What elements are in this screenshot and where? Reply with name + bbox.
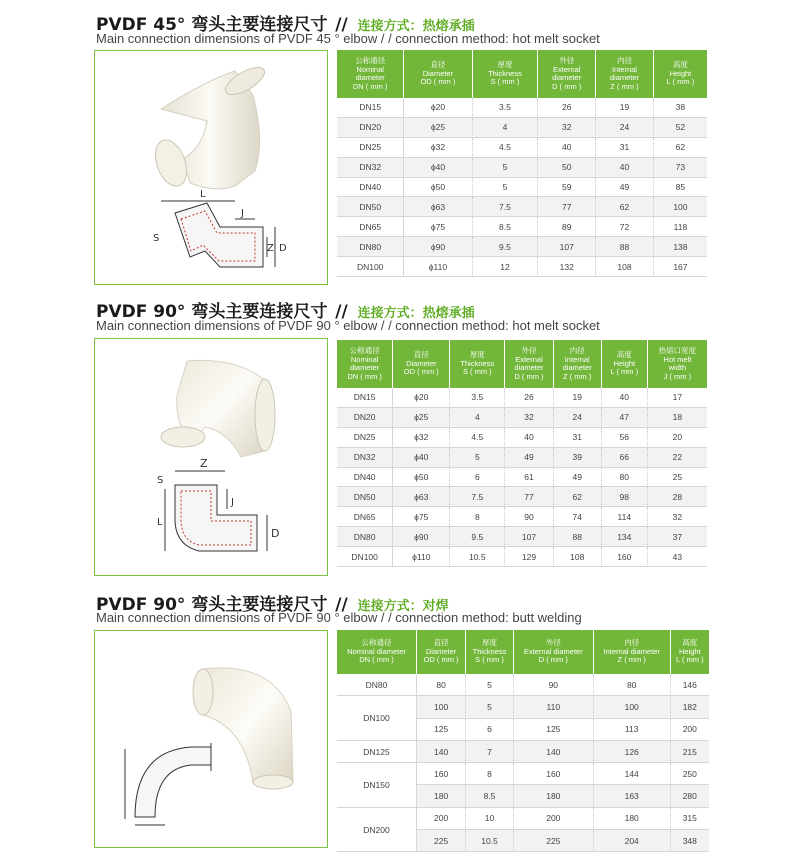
table-cell: 4.5 (450, 428, 505, 448)
column-header: 高度 Height L ( mm ) (602, 340, 648, 388)
table-cell: ϕ20 (393, 388, 450, 408)
title-connection: 连接方式：热熔承插 (357, 306, 475, 321)
table-cell: DN32 (337, 448, 393, 468)
table-cell: 113 (594, 719, 671, 741)
column-header: 厚度 Thickness S ( mm ) (466, 630, 514, 674)
table-cell: ϕ63 (393, 487, 450, 507)
table-cell: 110 (514, 696, 594, 718)
table-cell: 31 (596, 138, 654, 158)
table-cell: 74 (554, 507, 602, 527)
table-cell: DN50 (337, 197, 404, 217)
table-cell: 88 (596, 237, 654, 257)
table-cell: 25 (648, 468, 707, 488)
column-header: 外径 External diameter D ( mm ) (538, 50, 596, 98)
table-row (337, 98, 707, 118)
title-connection: 连接方式：对焊 (357, 599, 449, 614)
dim-S-label: S (157, 475, 164, 486)
table-cell: 49 (554, 468, 602, 488)
spec-table-90-socket (337, 340, 707, 567)
table-cell: ϕ90 (404, 237, 472, 257)
table-cell: 24 (596, 118, 654, 138)
table-row (337, 487, 707, 507)
table-cell: ϕ90 (393, 527, 450, 547)
table-cell: 80 (594, 674, 671, 696)
column-header: 外径 External diameter D ( mm ) (514, 630, 594, 674)
table-cell: 182 (671, 696, 709, 718)
table-cell: 5 (466, 674, 514, 696)
table-cell: 204 (594, 830, 671, 852)
table-cell: DN200 (337, 808, 417, 853)
table-cell: DN100 (337, 257, 404, 277)
table-row (337, 178, 707, 198)
table-cell: 100 (594, 696, 671, 718)
table-cell: ϕ32 (393, 428, 450, 448)
table-cell: 18 (648, 408, 707, 428)
table-row (337, 237, 707, 257)
table-row (337, 696, 709, 718)
table-row (337, 138, 707, 158)
table-cell: DN80 (337, 674, 417, 696)
table-cell: 4 (473, 118, 539, 138)
table-cell: 5 (473, 178, 539, 198)
table-cell: 140 (514, 741, 594, 763)
table-row (337, 118, 707, 138)
table-cell: 49 (505, 448, 553, 468)
table-row (337, 808, 709, 830)
spec-table-45 (337, 50, 707, 277)
table-cell: 6 (450, 468, 505, 488)
table-cell: 90 (514, 674, 594, 696)
table-row (337, 468, 707, 488)
table-row (337, 217, 707, 237)
table-cell: ϕ75 (404, 217, 472, 237)
table-cell: 280 (671, 785, 709, 807)
table-cell: ϕ40 (393, 448, 450, 468)
table-cell: 5 (450, 448, 505, 468)
table-cell: 200 (671, 719, 709, 741)
table-cell: 38 (654, 98, 707, 118)
table-cell: 118 (654, 217, 707, 237)
dim-L-label: L (157, 517, 163, 528)
table-cell: 31 (554, 428, 602, 448)
table-cell: 8 (450, 507, 505, 527)
table-cell: DN25 (337, 428, 393, 448)
elbow-90-socket-illustration (95, 339, 327, 575)
table-row (337, 507, 707, 527)
table-cell: 140 (417, 741, 466, 763)
table-cell: ϕ32 (404, 138, 472, 158)
table-row (337, 527, 707, 547)
title-slash: // (335, 15, 348, 35)
table-cell: 7.5 (473, 197, 539, 217)
table-row (337, 408, 707, 428)
title-main: PVDF 90° 弯头主要连接尺寸 (96, 302, 328, 322)
table-cell: ϕ50 (404, 178, 472, 198)
table-cell: 10 (466, 808, 514, 830)
table-cell: DN100 (337, 696, 417, 741)
table-cell: 66 (602, 448, 648, 468)
table-cell: 108 (554, 547, 602, 567)
table-cell: 8.5 (473, 217, 539, 237)
table-cell: 39 (554, 448, 602, 468)
table-cell: 180 (417, 785, 466, 807)
table-cell: 56 (602, 428, 648, 448)
table-cell: 108 (596, 257, 654, 277)
table-cell: 129 (505, 547, 553, 567)
table-cell: 47 (602, 408, 648, 428)
column-header: 厚度 Thickness S ( mm ) (473, 50, 539, 98)
table-cell: ϕ25 (393, 408, 450, 428)
spec-table-90-butt (337, 630, 709, 852)
table-cell: DN15 (337, 388, 393, 408)
table-cell: 146 (671, 674, 709, 696)
table-cell: 10.5 (466, 830, 514, 852)
table-cell: ϕ110 (393, 547, 450, 567)
table-cell: 225 (514, 830, 594, 852)
table-cell: 10.5 (450, 547, 505, 567)
table-cell: 32 (648, 507, 707, 527)
table-cell: DN20 (337, 408, 393, 428)
table-cell: 107 (505, 527, 553, 547)
column-header: 高度 Height L ( mm ) (671, 630, 709, 674)
table-cell: 37 (648, 527, 707, 547)
dim-D-label: D (279, 243, 287, 254)
title-main: PVDF 90° 弯头主要连接尺寸 (96, 595, 328, 615)
table-cell: 32 (538, 118, 596, 138)
title-connection: 连接方式：热熔承插 (357, 19, 475, 34)
table-cell: 6 (466, 719, 514, 741)
table-cell: 160 (417, 763, 466, 785)
table-cell: 160 (514, 763, 594, 785)
title-main: PVDF 45° 弯头主要连接尺寸 (96, 15, 328, 35)
column-header: 内径 Internal diameter Z ( mm ) (554, 340, 602, 388)
title-slash: // (335, 302, 348, 322)
table-cell: 61 (505, 468, 553, 488)
table-row (337, 257, 707, 277)
table-cell: 250 (671, 763, 709, 785)
table-cell: 138 (654, 237, 707, 257)
table-cell: 43 (648, 547, 707, 567)
table-cell: ϕ40 (404, 158, 472, 178)
table-cell: ϕ110 (404, 257, 472, 277)
table-cell: ϕ25 (404, 118, 472, 138)
table-cell: 9.5 (450, 527, 505, 547)
table-cell: 98 (602, 487, 648, 507)
section-subtitle: Main connection dimensions of PVDF 90 ° elbow / / connection method: butt welding (96, 610, 582, 625)
table-cell: DN100 (337, 547, 393, 567)
dim-Z-label: Z (267, 243, 274, 254)
column-header: 内径 Internal diameter Z ( mm ) (594, 630, 671, 674)
table-cell: DN25 (337, 138, 404, 158)
table-cell: 62 (596, 197, 654, 217)
table-cell: 4.5 (473, 138, 539, 158)
column-header: 公称通径 Nominal diameter DN ( mm ) (337, 50, 404, 98)
table-cell: 85 (654, 178, 707, 198)
table-cell: 62 (554, 487, 602, 507)
table-cell: 163 (594, 785, 671, 807)
table-cell: 77 (538, 197, 596, 217)
table-cell: 144 (594, 763, 671, 785)
table-cell: 200 (417, 808, 466, 830)
dim-D-label: D (271, 527, 280, 540)
table-row (337, 547, 707, 567)
table-cell: DN40 (337, 178, 404, 198)
table-cell: 100 (654, 197, 707, 217)
table-cell: 160 (602, 547, 648, 567)
table-cell: 107 (538, 237, 596, 257)
table-cell: 134 (602, 527, 648, 547)
table-row (337, 763, 709, 785)
dim-J-label: J (241, 208, 244, 219)
table-row (337, 197, 707, 217)
table-cell: 90 (505, 507, 553, 527)
table-cell: 19 (554, 388, 602, 408)
column-header: 外径 External diameter D ( mm ) (505, 340, 553, 388)
table-cell: 20 (648, 428, 707, 448)
column-header: 高度 Height L ( mm ) (654, 50, 707, 98)
table-row (337, 674, 709, 696)
table-row (337, 158, 707, 178)
table-cell: 17 (648, 388, 707, 408)
table-cell: DN80 (337, 237, 404, 257)
table-cell: 62 (654, 138, 707, 158)
dim-Z-label: Z (200, 457, 208, 470)
table-cell: 3.5 (473, 98, 539, 118)
table-cell: 215 (671, 741, 709, 763)
table-cell: 180 (514, 785, 594, 807)
table-cell: 126 (594, 741, 671, 763)
table-cell: 7 (466, 741, 514, 763)
title-slash: // (335, 595, 348, 615)
column-header: 公称通径 Nominal diameter DN ( mm ) (337, 630, 417, 674)
table-cell: 28 (648, 487, 707, 507)
section-subtitle: Main connection dimensions of PVDF 45 ° elbow / / connection method: hot melt socket (96, 31, 600, 46)
column-header: 内径 Internal diameter Z ( mm ) (596, 50, 654, 98)
table-cell: 9.5 (473, 237, 539, 257)
table-cell: 225 (417, 830, 466, 852)
table-cell: 50 (538, 158, 596, 178)
table-cell: 3.5 (450, 388, 505, 408)
elbow-45-illustration (95, 51, 327, 284)
table-cell: 132 (538, 257, 596, 277)
table-cell: 72 (596, 217, 654, 237)
table-cell: 180 (594, 808, 671, 830)
column-header: 直径 Diameter OD ( mm ) (417, 630, 466, 674)
table-cell: 7.5 (450, 487, 505, 507)
table-cell: ϕ63 (404, 197, 472, 217)
table-cell: 12 (473, 257, 539, 277)
table-cell: 40 (596, 158, 654, 178)
table-cell: 40 (505, 428, 553, 448)
table-cell: 52 (654, 118, 707, 138)
table-cell: DN65 (337, 507, 393, 527)
table-cell: 26 (538, 98, 596, 118)
table-cell: ϕ50 (393, 468, 450, 488)
table-cell: DN65 (337, 217, 404, 237)
table-cell: 315 (671, 808, 709, 830)
table-cell: 88 (554, 527, 602, 547)
table-cell: 4 (450, 408, 505, 428)
table-cell: 5 (473, 158, 539, 178)
column-header: 公称通径 Nominal diameter DN ( mm ) (337, 340, 393, 388)
table-cell: 167 (654, 257, 707, 277)
table-cell: 32 (505, 408, 553, 428)
table-row (337, 448, 707, 468)
column-header: 厚度 Thickness S ( mm ) (450, 340, 505, 388)
table-cell: 125 (417, 719, 466, 741)
table-cell: 24 (554, 408, 602, 428)
table-cell: 22 (648, 448, 707, 468)
table-cell: 19 (596, 98, 654, 118)
table-cell: 5 (466, 696, 514, 718)
table-cell: 77 (505, 487, 553, 507)
table-cell: DN32 (337, 158, 404, 178)
table-cell: 89 (538, 217, 596, 237)
table-cell: 40 (602, 388, 648, 408)
dim-J-label: J (231, 497, 234, 508)
column-header: 直径 Diameter OD ( mm ) (404, 50, 472, 98)
product-photo-45-elbow (94, 50, 328, 285)
table-cell: DN50 (337, 487, 393, 507)
table-row (337, 741, 709, 763)
table-cell: 80 (417, 674, 466, 696)
table-row (337, 428, 707, 448)
table-row (337, 388, 707, 408)
table-cell: DN40 (337, 468, 393, 488)
table-cell: DN150 (337, 763, 417, 808)
table-cell: 49 (596, 178, 654, 198)
table-cell: DN125 (337, 741, 417, 763)
table-cell: 8.5 (466, 785, 514, 807)
table-cell: 348 (671, 830, 709, 852)
table-cell: ϕ20 (404, 98, 472, 118)
table-cell: 80 (602, 468, 648, 488)
table-cell: 200 (514, 808, 594, 830)
product-photo-90-elbow-socket (94, 338, 328, 576)
table-cell: DN80 (337, 527, 393, 547)
table-cell: 40 (538, 138, 596, 158)
table-cell: DN20 (337, 118, 404, 138)
table-cell: 8 (466, 763, 514, 785)
elbow-90-butt-illustration (95, 631, 327, 847)
table-cell: 26 (505, 388, 553, 408)
column-header: 直径 Diameter OD ( mm ) (393, 340, 450, 388)
dim-L-label: L (200, 189, 206, 200)
column-header: 热熔口宽度 Hot melt width J ( mm ) (648, 340, 707, 388)
table-cell: 73 (654, 158, 707, 178)
dim-S-label: S (153, 233, 160, 244)
table-cell: 125 (514, 719, 594, 741)
table-cell: 100 (417, 696, 466, 718)
section-subtitle: Main connection dimensions of PVDF 90 ° elbow / / connection method: hot melt socket (96, 318, 600, 333)
table-cell: DN15 (337, 98, 404, 118)
table-cell: ϕ75 (393, 507, 450, 527)
table-cell: 114 (602, 507, 648, 527)
product-photo-90-elbow-butt (94, 630, 328, 848)
table-cell: 59 (538, 178, 596, 198)
